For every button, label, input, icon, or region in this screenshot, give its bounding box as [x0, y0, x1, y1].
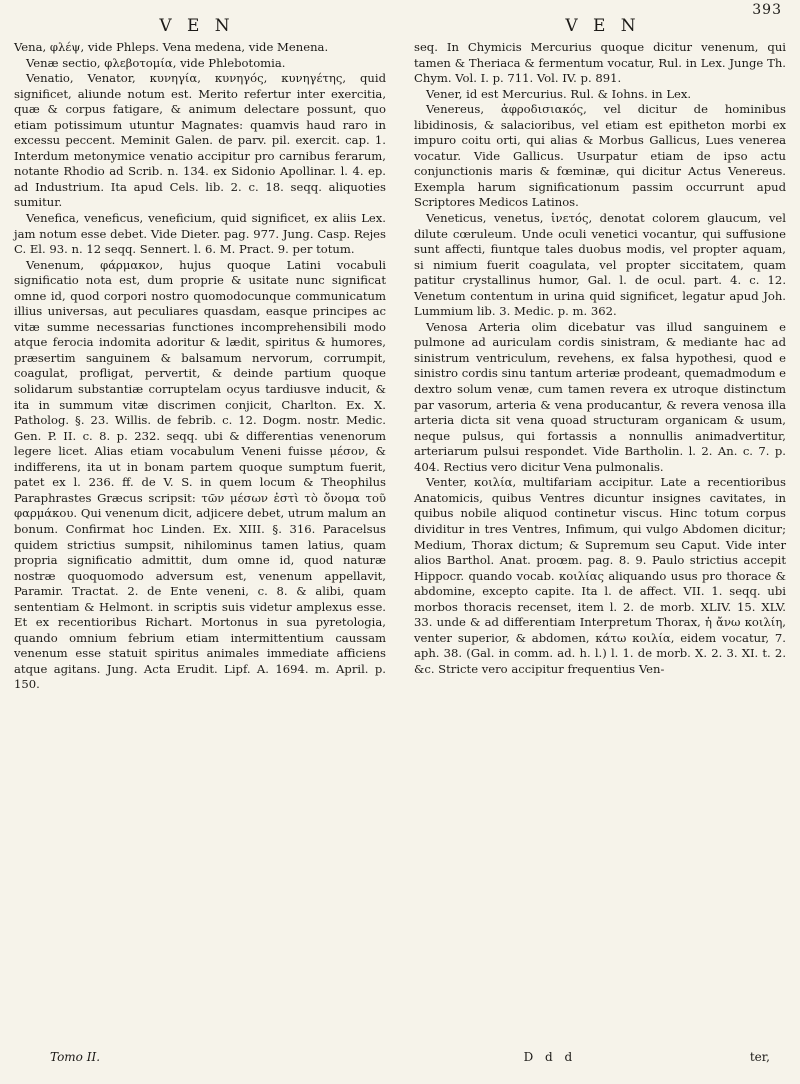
right-column — [414, 40, 786, 693]
entry-venatio: Venatio, Venator, κυνηγία, κυνηγός, κυνηγέτης, quid significet, aliunde notum est. Merito refertur inter exercitia, quæ & corpus fatigare, & animum delectare possunt, quo etiam potissimum utuntur Magnates: quamvis haud raro in excessu peccent. Meminit Galen. de parv. pil. exercit. cap. 1. Interdum metonymice venatio accipitur pro carnibus ferarum, notante Rhodio ad Scrib. n. 134. ex Sidonio Apollinar. l. 4. ep. ad Industrium. Ita apud Cels. lib. 2. c. 18. seqq. aliquoties sumitur. — [14, 71, 386, 210]
volume-label: Tomo II. — [50, 1050, 101, 1064]
left-column — [14, 40, 386, 693]
entry-venosa-arteria: Venosa Arteria olim dicebatur vas illud sanguinem e pulmone ad auriculam cordis sinistram, & mediante hac ad sinistrum ventriculum, revehens, ex falsa hypothesi, quod e sinistro cordis sinu tantum arteriæ prodeant, quemadmodum e dextro solum venæ, cum tamen revera ex utroque distinctum par vasorum, arteria & vena producantur, & revera venosa illa arteria dicta sit vena quoad structuram organicam & usum, neque pulsus, qui fortassis a nonnullis animadvertitur, arteriarum pulsui respondet. Vide Bartholin. l. 2. An. c. 7. p. 404. Rectius vero dicitur Vena pulmonalis. — [414, 319, 786, 474]
header-left-guide-word: V E N — [159, 16, 235, 36]
entry-venenum: Venenum, φάρμακον, hujus quoque Latini vocabuli significatio nota est, dum proprie & usitate nunc significat omne id, quod corpori nostro quomodocunque communicatum illius universas, aut peculiares quasdam, easque principes ac vitæ summe necessarias functiones incomprehensibili modo atque ferocia indomita adoritur & lædit, spiritus & humores, præsertim sanguinem & balsamum nervorum, corrumpit, coagulat, profligat, pervertit, & deinde partium quoque solidarum substantiæ corruptelam ocyus tardiusve inducit, & ita in summum vitæ discrimen conjicit, Charlton. Ex. X. Patholog. §. 23. Willis. de febrib. c. 12. Dogm. nostr. Medic. Gen. P. II. c. 8. p. 232. seqq. ubi & differentias venenorum legere licet. Alias etiam vocabulum Veneni fuisse μέσον, & indifferens, ita ut in bonam partem quoque sumptum fuerit, patet ex l. 236. ff. de V. S. in quem locum & Theophilus Paraphrastes Græcus scripsit: τῶν μέσων ἐστὶ τὸ ὄνομα τοῦ φαρμάκου. Qui venenum dicit, adjicere debet, utrum malum an bonum. Confirmat hoc Linden. Ex. XIII. §. 316. Paracelsus quidem strictius sumpsit, nihilominus tamen latius, quam propria significatio admittit, dum omne id, quod naturæ nostræ quoquomodo adversum est, venenum appellavit, Paramir. Tractat. 2. de Ente veneni, c. 8. & alibi, quam sententiam & Helmont. in scriptis suis videtur amplexus esse. Et ex recentioribus Richart. Mortonus in sua pyretologia, quando omnium febrium etiam intermittentium caussam venenum esse statuit spiritus animales immediate afficiens atque agitans. Jung. Acta Erudit. Lipf. A. 1694. m. April. p. 150. — [14, 257, 386, 692]
running-header — [14, 2, 786, 36]
two-column-body — [14, 40, 786, 693]
page-number: 393 — [752, 2, 782, 18]
entry-vener: Vener, id est Mercurius. Rul. & Iohns. in Lex. — [426, 86, 692, 101]
entry-venefica: Venefica, veneficus, veneficium, quid significet, ex aliis Lex. jam notum esse debet. Vide Dieter. pag. 977. Jung. Casp. Rejes C. El. 93. n. 12 seqq. Sennert. l. 6. M. Pract. 9. per totum. — [14, 211, 386, 257]
signature-mark: D d d — [523, 1050, 577, 1064]
page-footer — [0, 1050, 800, 1064]
entry-venter: Venter, κοιλία, multifariam accipitur. Late a recentioribus Anatomicis, quibus Ventres dicuntur insignes cavitates, in quibus nobile aliquod continetur viscus. Hinc totum corpus dividitur in tres Ventres, Infimum, qui vulgo Abdomen dicitur; Medium, Thorax dictum; & Supremum seu Caput. Vide inter alios Barthol. Anat. proœm. pag. 8. 9. Paulo strictius accepit Hippocr. quando vocab. κοιλίας aliquando usus pro thorace & abdomine, excepto capite. Ita l. de affect. VII. 1. seqq. ubi morbos thoracis recenset, item l. 2. de morb. XLIV. 15. XLV. 33. unde & ad differentiam Interpretum Thorax, ἡ ἄνω κοιλίη, venter superior, & abdomen, κάτω κοιλία, eidem vocatur, 7. aph. 38. (Gal. in comm. ad. h. l.) l. 1. de morb. X. 2. 3. XI. t. 2. &c. Stricte vero accipitur frequentius Ven- — [414, 475, 786, 676]
entry-venenum-continued: seq. In Chymicis Mercurius quoque dicitur venenum, qui tamen & Theriaca & fermentum vocatur, Rul. in Lex. Junge Th. Chym. Vol. I. p. 711. Vol. IV. p. 891. — [414, 40, 786, 86]
entry-vena: Vena, φλέψ, vide Phleps. Vena medena, vide Menena. — [14, 40, 329, 54]
entry-venae-sectio: Venæ sectio, φλεβοτομία, vide Phlebotomia. — [26, 55, 286, 70]
entry-veneticus: Veneticus, venetus, ἰνετός, denotat colorem glaucum, vel dilute cœruleum. Unde oculi venetici vocantur, qui suffusione sunt affecti, fiuntque tales duobus modis, vel propter aquam, si nimium fuerit coagulata, vel propter siccitatem, quam patitur crystallinus humor, Gal. l. de ocul. part. 4. c. 12. Venetum contentum in urina quid significet, legatur apud Joh. Lummium lib. 3. Medic. p. m. 362. — [414, 211, 786, 319]
header-right-guide-word: V E N — [565, 16, 641, 36]
catchword: ter, — [749, 1050, 770, 1064]
entry-venereus: Venereus, ἀφροδισιακός, vel dicitur de hominibus libidinosis, & salacioribus, vel etiam est epitheton morbi ex impuro coitu orti, qui alias & Morbus Gallicus, Lues venerea vocatur. Vide Gallicus. Usurpatur etiam de ipso actu conjunctionis maris & fœminæ, qui dicitur Actus Venereus. Exempla harum significationum passim occurrunt apud Scriptores Medicos Latinos. — [414, 102, 786, 210]
